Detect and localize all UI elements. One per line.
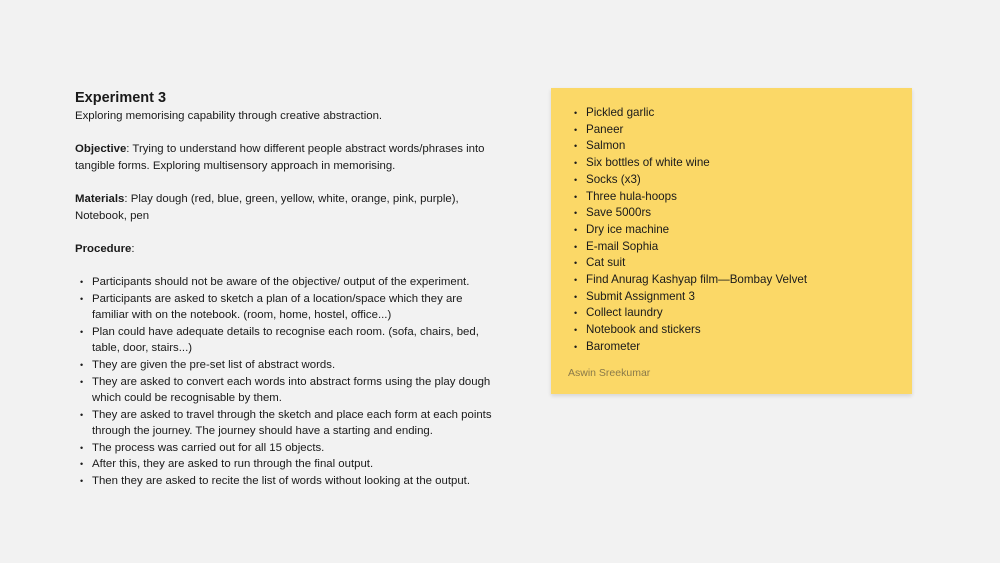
- list-item: • Notebook and stickers: [568, 322, 912, 339]
- experiment-description: [75, 89, 495, 490]
- objective-text: : Trying to understand how different people abstract words/phrases into tangible forms. Exploring multisensory approach in memorising.: [75, 143, 485, 172]
- materials-text: : Play dough (red, blue, green, yellow, white, orange, pink, purple), Notebook, pen: [75, 192, 459, 222]
- list-item: • Dry ice machine: [568, 222, 912, 239]
- word-list: [568, 105, 912, 356]
- procedure-step: • They are given the pre-set list of abstract words.: [75, 357, 495, 374]
- list-item: • Barometer: [568, 339, 912, 356]
- list-item: • Paneer: [568, 122, 912, 139]
- procedure-step: • Then they are asked to recite the list of words without looking at the output.: [75, 473, 495, 490]
- list-item: • Collect laundry: [568, 305, 912, 322]
- list-item: • Cat suit: [568, 255, 912, 272]
- list-item: • Salmon: [568, 138, 912, 155]
- procedure-step: • Participants are asked to sketch a plan of a location/space which they are familiar with on the notebook. (room, home, hostel, office...): [75, 291, 495, 324]
- experiment-title: Experiment 3: [75, 90, 167, 106]
- list-item: • Submit Assignment 3: [568, 289, 912, 306]
- list-item: • Six bottles of white wine: [568, 155, 912, 172]
- list-item: • Socks (x3): [568, 172, 912, 189]
- objective-label: Objective: [75, 143, 127, 156]
- procedure-step: • Participants should not be aware of the objective/ output of the experiment.: [75, 274, 495, 291]
- procedure-colon: :: [131, 242, 135, 255]
- procedure-label: Procedure: [75, 242, 132, 255]
- sticky-note: [551, 88, 912, 394]
- materials-label: Materials: [75, 192, 125, 205]
- list-item: • Three hula-hoops: [568, 189, 912, 206]
- list-item: • Save 5000rs: [568, 205, 912, 222]
- objective-paragraph: [75, 141, 495, 174]
- procedure-heading: [75, 241, 495, 258]
- procedure-step: • The process was carried out for all 15 objects.: [75, 440, 495, 457]
- note-author: Aswin Sreekumar: [568, 366, 651, 379]
- procedure-step: • They are asked to convert each words into abstract forms using the play dough which could be recognisable by them.: [75, 374, 495, 407]
- list-item: • Pickled garlic: [568, 105, 912, 122]
- procedure-step: • They are asked to travel through the sketch and place each form at each points through the journey. The journey should have a starting and ending.: [75, 407, 495, 440]
- procedure-step: • After this, they are asked to run through the final output.: [75, 456, 495, 473]
- experiment-subtitle: Exploring memorising capability through creative abstraction.: [75, 110, 383, 122]
- list-item: • E-mail Sophia: [568, 239, 912, 256]
- materials-paragraph: [75, 191, 495, 224]
- procedure-list: [75, 274, 495, 490]
- list-item: • Find Anurag Kashyap film—Bombay Velvet: [568, 272, 912, 289]
- procedure-step: • Plan could have adequate details to recognise each room. (sofa, chairs, bed, table, door, stairs...): [75, 324, 495, 357]
